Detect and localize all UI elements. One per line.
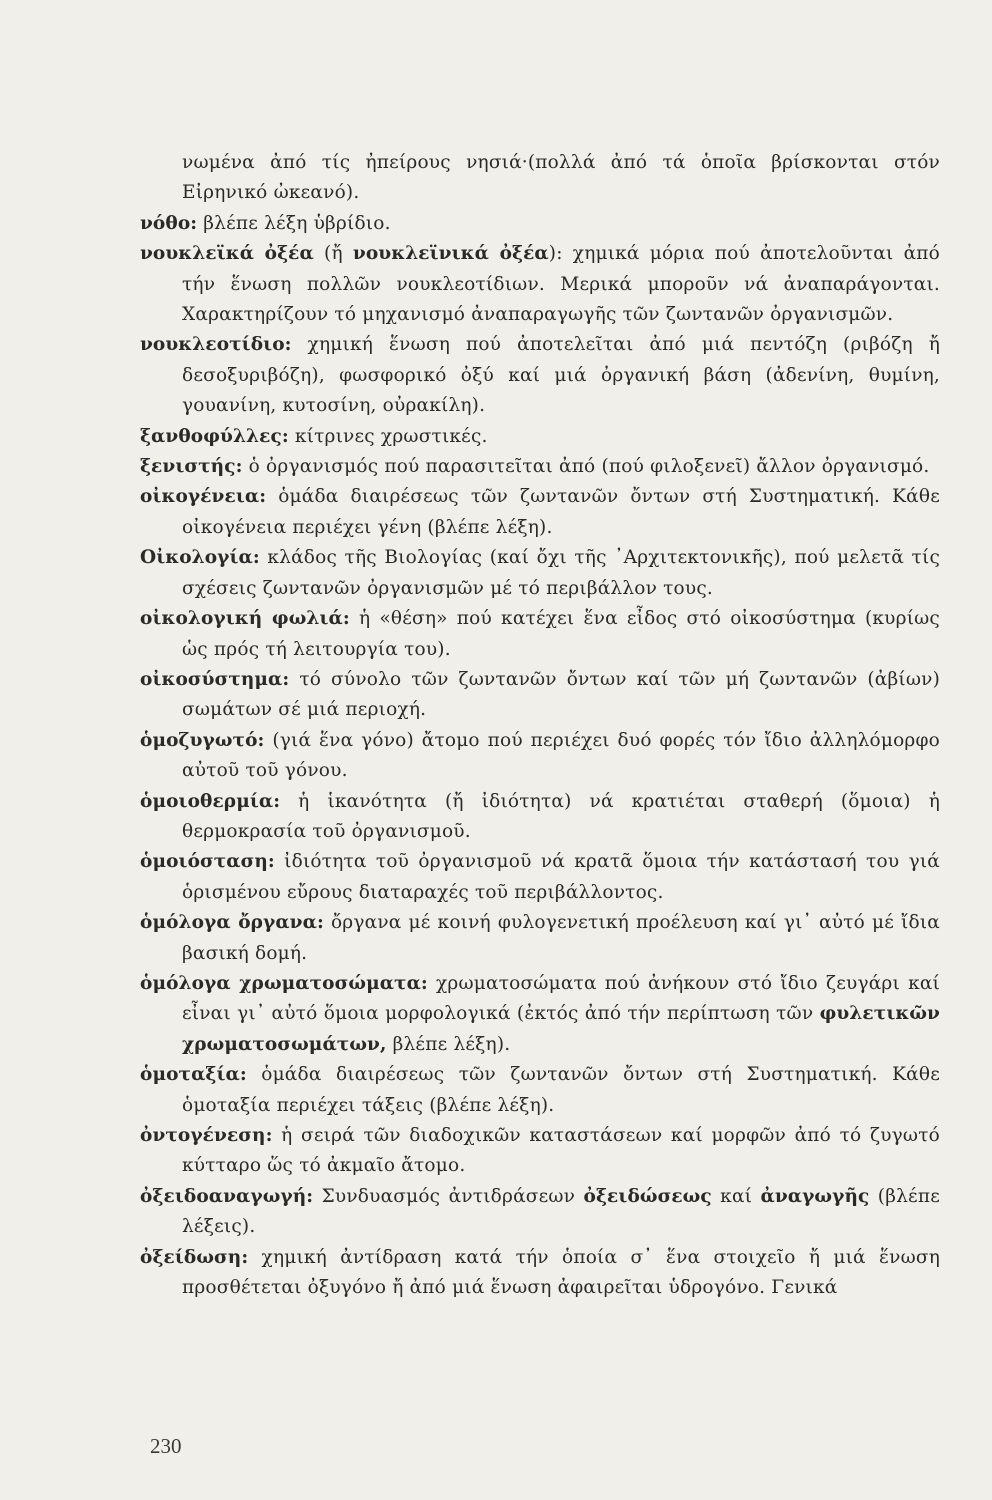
glossary-entry bbox=[140, 422, 940, 452]
entry-definition-suffix: (βλέπε λέξεις). bbox=[182, 1185, 940, 1238]
glossary-entry bbox=[140, 665, 940, 726]
entry-definition-prefix: (ἤ bbox=[324, 243, 353, 265]
entry-term: ξανθοφύλλες: bbox=[140, 425, 289, 447]
glossary-text bbox=[140, 148, 940, 1303]
entry-term: ὁμοιόσταση: bbox=[140, 851, 275, 873]
entry-term-inline: φυλετικῶν χρωματοσωμάτων, bbox=[182, 1003, 940, 1055]
entry-definition: (γιά ἕνα γόνο) ἄτομο πού περιέχει δυό φορές τόν ἴδιο ἀλληλόμορφο αὐτοῦ τοῦ γόνου. bbox=[182, 729, 940, 782]
entry-definition: κλάδος τῆς Βιολογίας (καί ὄχι τῆς ᾿Αρχιτεκτονικῆς), πού μελετᾶ τίς σχέσεις ζωντανῶν ὀργανισμῶν μέ τό περιβάλλον τους. bbox=[182, 547, 940, 599]
glossary-entry bbox=[140, 1182, 940, 1243]
entry-definition: ὄργανα μέ κοινή φυλογενετική προέλευση καί γι᾿ αὐτό μέ ἴδια βασική δομή. bbox=[182, 912, 940, 964]
glossary-entry bbox=[140, 482, 940, 543]
entry-definition: χρωματοσώματα πού ἀνήκουν στό ἴδιο ζευγάρι καί εἶναι γι᾿ αὐτό ὅμοια μορφολογικά (ἐκτός ἀπό τήν περίπτωση τῶν bbox=[182, 972, 940, 1025]
entry-definition: βλέπε λέξη ὑβρίδιο. bbox=[203, 212, 391, 234]
entry-term: ὁμοιοθερμία: bbox=[140, 790, 281, 812]
entry-definition: ὁ ὀργανισμός πού παρασιτεῖται ἀπό (πού φιλοξενεῖ) ἄλλον ὀργανισμό. bbox=[248, 456, 930, 478]
entry-term-inline: ὀξειδώσεως bbox=[583, 1185, 712, 1207]
page-number: 230 bbox=[150, 1434, 182, 1458]
entry-term: νουκλεοτίδιο: bbox=[140, 334, 292, 356]
entry-definition: χημική ἕνωση πού ἀποτελεῖται ἀπό μιά πεντόζη (ριβόζη ἤ δεσοξυριβόζη), φωσφορικό ὀξύ καί μιά ὀργανική βάση (ἀδενίνη, θυμίνη, γουανίνη, κυτοσίνη, οὐρακίλη). bbox=[182, 334, 940, 417]
entry-term: ὁμόλογα χρωματοσώματα: bbox=[140, 972, 428, 994]
glossary-entry bbox=[140, 543, 940, 604]
glossary-continuation: νωμένα ἀπό τίς ἠπείρους νησιά·(πολλά ἀπό τά ὁποῖα βρίσκονται στόν Εἰρηνικό ὠκεανό). bbox=[182, 152, 940, 204]
entry-term: Οἰκολογία: bbox=[140, 547, 260, 569]
entry-definition: ἰδιότητα τοῦ ὀργανισμοῦ νά κρατᾶ ὅμοια τήν κατάστασή του γιά ὁρισμένου εὔρους διαταραχές τοῦ περιβάλλοντος. bbox=[182, 851, 940, 903]
entry-term: ὁμόλογα ὄργανα: bbox=[140, 912, 324, 934]
entry-term: ὁμοταξία: bbox=[140, 1064, 247, 1086]
entry-term-alt: νουκλεϊνικά ὀξέα bbox=[352, 243, 549, 265]
entry-term: ὀντογένεση: bbox=[140, 1125, 273, 1146]
glossary-entry bbox=[140, 604, 940, 665]
entry-definition: ἡ σειρά τῶν διαδοχικῶν καταστάσεων καί μορφῶν ἀπό τό ζυγωτό κύτταρο ὥς τό ἀκμαῖο ἄτομο. bbox=[182, 1125, 940, 1177]
entry-term: ὀξειδοαναγωγή: bbox=[140, 1185, 314, 1207]
glossary-entry bbox=[140, 1121, 940, 1182]
glossary-entry bbox=[140, 1243, 940, 1304]
entry-definition: ὁμάδα διαιρέσεως τῶν ζωντανῶν ὄντων στή Συστηματική. Κάθε ὁμοταξία περιέχει τάξεις (βλέπε λέξη). bbox=[182, 1064, 940, 1116]
entry-definition: ὁμάδα διαιρέσεως τῶν ζωντανῶν ὄντων στή Συστηματική. Κάθε οἰκογένεια περιέχει γένη (βλέπε λέξη). bbox=[182, 486, 940, 538]
glossary-entry bbox=[140, 787, 940, 848]
entry-definition: ἡ «θέση» πού κατέχει ἕνα εἶδος στό οἰκοσύστημα (κυρίως ὡς πρός τή λειτουργία του). bbox=[182, 608, 940, 660]
entry-definition: ἡ ἱκανότητα (ἤ ἰδιότητα) νά κρατιέται σταθερή (ὅμοια) ἡ θερμοκρασία τοῦ ὀργανισμοῦ. bbox=[182, 790, 940, 842]
entry-term: νόθο: bbox=[140, 212, 198, 234]
entry-term: ὀξείδωση: bbox=[140, 1246, 249, 1268]
entry-term: ὁμοζυγωτό: bbox=[140, 729, 265, 751]
entry-term: νουκλεϊκά ὀξέα bbox=[140, 243, 314, 265]
glossary-entry bbox=[140, 726, 940, 787]
glossary-entry bbox=[140, 969, 940, 1060]
glossary-entry bbox=[140, 239, 940, 330]
entry-term: οἰκοσύστημα: bbox=[140, 668, 290, 690]
entry-term: οἰκολογική φωλιά: bbox=[140, 608, 350, 630]
glossary-entry bbox=[140, 908, 940, 969]
glossary-entry bbox=[140, 209, 940, 239]
entry-definition: κίτρινες χρωστικές. bbox=[294, 425, 488, 447]
entry-term: ξενιστής: bbox=[140, 456, 243, 478]
entry-definition: Συνδυασμός ἀντιδράσεων bbox=[321, 1185, 584, 1207]
glossary-entry bbox=[140, 1060, 940, 1121]
glossary-entry bbox=[140, 452, 940, 482]
entry-definition-middle: καί bbox=[711, 1185, 761, 1207]
entry-term: οἰκογένεια: bbox=[140, 486, 267, 508]
entry-definition: τό σύνολο τῶν ζωντανῶν ὄντων καί τῶν μή ζωντανῶν (ἀβίων) σωμάτων σέ μιά περιοχή. bbox=[182, 668, 940, 721]
glossary-entry bbox=[140, 847, 940, 908]
entry-definition: ): χημικά μόρια πού ἀποτελοῦνται ἀπό τήν ἕνωση πολλῶν νουκλεοτίδιων. Μερικά μποροῦν νά ἀναπαράγονται. Χαρακτηρίζουν τό μηχανισμό ἀναπαραγωγῆς τῶν ζωντανῶν ὀργανισμῶν. bbox=[182, 243, 940, 326]
entry-definition-suffix: βλέπε λέξη). bbox=[386, 1033, 511, 1055]
entry-term-inline: ἀναγωγῆς bbox=[760, 1185, 870, 1207]
glossary-entry bbox=[140, 330, 940, 421]
entry-definition: χημική ἀντίδραση κατά τήν ὁποία σ᾿ ἕνα στοιχεῖο ἤ μιά ἕνωση προσθέτεται ὀξυγόνο ἤ ἀπό μιά ἕνωση ἀφαιρεῖται ὑδρογόνο. Γενικά bbox=[182, 1246, 940, 1299]
